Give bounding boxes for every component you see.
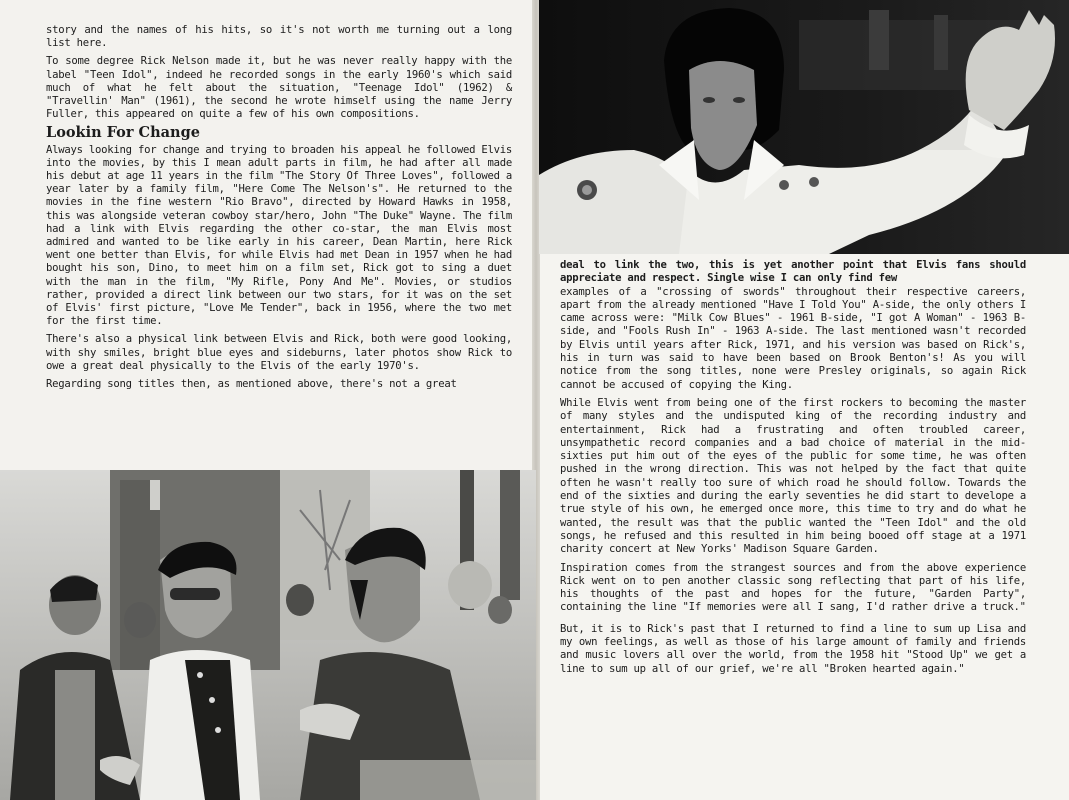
section-heading: Lookin For Change: [46, 124, 200, 142]
left-text-column: [46, 24, 512, 396]
paragraph: While Elvis went from being one of the first rockers to becoming the master of many styles and the undisputed king of the recording industry and entertainment, Rick had a frustrating and often troubled career, unsympathetic record companies and a bad choice of material in the mid-sixties put him out of the eyes of the public for some time, he was often pushed in the wrong direction. This was not helped by the fact that quite often he wasn't really too sure of which road he should follow. Towards the end of the sixties and during the early seventies he did start to develope a true style of his own, he emerged once more, this time to try and do what he wanted, the result was that the public wanted the "Teen Idol" and the old songs, he refused and this resulted in him being booed off stage at a 1971 charity concert at New Yorks' Madison Square Garden.: [560, 396, 1026, 556]
photo-elvis-performing-illustration: [539, 0, 1069, 254]
photo-elvis-performing: [539, 0, 1069, 254]
photo-elvis-crowd-illustration: [0, 470, 536, 800]
bold-lead-text: deal to link the two, this is yet another point that Elvis fans should appreciate and respect. Single wise I can only find few: [560, 259, 1026, 285]
paragraph: But, it is to Rick's past that I returned to find a line to sum up Lisa and my own feelings, as well as those of his large amount of family and friends and music lovers all over the world, from the 1958 hit "Stood Up" we get a line to sum up all of our grief, we're all "Broken hearted again.": [560, 622, 1026, 675]
paragraph: Always looking for change and trying to broaden his appeal he followed Elvis into the movies, by this I mean adult parts in film, he had after all made his debut at age 11 years in the film "The Story Of Three Loves", followed a year later by a family film, "Here Come The Nelson's". He returned to the movies in the fine western "Rio Bravo", directed by Howard Hawks in 1958, this was alongside veteran cowboy star/hero, John "The Duke" Wayne. The film had a link with Elvis regarding the other co-star, the man Elvis most admired and wanted to be like early in his career, Dean Martin, here Rick went one better than Elvis, for while Elvis had met Dean in 1957 when he had bought his son, Dino, to meet him on a film set, Rick got to sing a duet with the man in the film, "My Rifle, Pony And Me". Movies, or studios rather, provided a direct link between our two stars, for it was on the set of Elvis' first picture, "Love Me Tender", back in 1956, where the two met for the first time.: [46, 143, 512, 328]
paragraph: Regarding song titles then, as mentioned above, there's not a great: [46, 378, 457, 391]
photo-elvis-crowd: [0, 470, 536, 800]
paragraph: examples of a "crossing of swords" throughout their respective careers, apart from the already mentioned "Have I Told You" A-side, the only others I came across were: "Milk Cow Blues" - 1961 B-side, "I got A Woman" - 1963 B-side, and "Fools Rush In" - 1963 A-side. The last mentioned wasn't recorded by Elvis until years after Rick, 1971, and his version was based on Rick's, his in turn was said to have been based on Brook Benton's! As you will notice from the song titles, none were Presley originals, so again Rick cannot be accused of copying the King.: [560, 285, 1026, 391]
paragraph: There's also a physical link between Elvis and Rick, both were good looking, with shy smiles, bright blue eyes and sideburns, later photos show Rick to owe a great deal physically to the Elvis of the early 1970's.: [46, 333, 512, 372]
paragraph: Inspiration comes from the strangest sources and from the above experience Rick went on to pen another classic song reflecting that part of his life, his thoughts of the past and hopes for the future, "Garden Party", containing the line "If memories were all I sang, I'd rather drive a truck.": [560, 561, 1026, 614]
paragraph: To some degree Rick Nelson made it, but he was never really happy with the label "Teen Idol", indeed he recorded songs in the early 1960's which said much of what he felt about the situation, "Teenage Idol" (1962) & "Travellin' Man" (1961), the second he wrote himself using the name Jerry Fuller, this appeared on quite a few of his own compositions.: [46, 55, 512, 121]
paragraph: story and the names of his hits, so it's not worth me turning out a long list here.: [46, 24, 512, 50]
right-text-column: [560, 259, 1026, 681]
